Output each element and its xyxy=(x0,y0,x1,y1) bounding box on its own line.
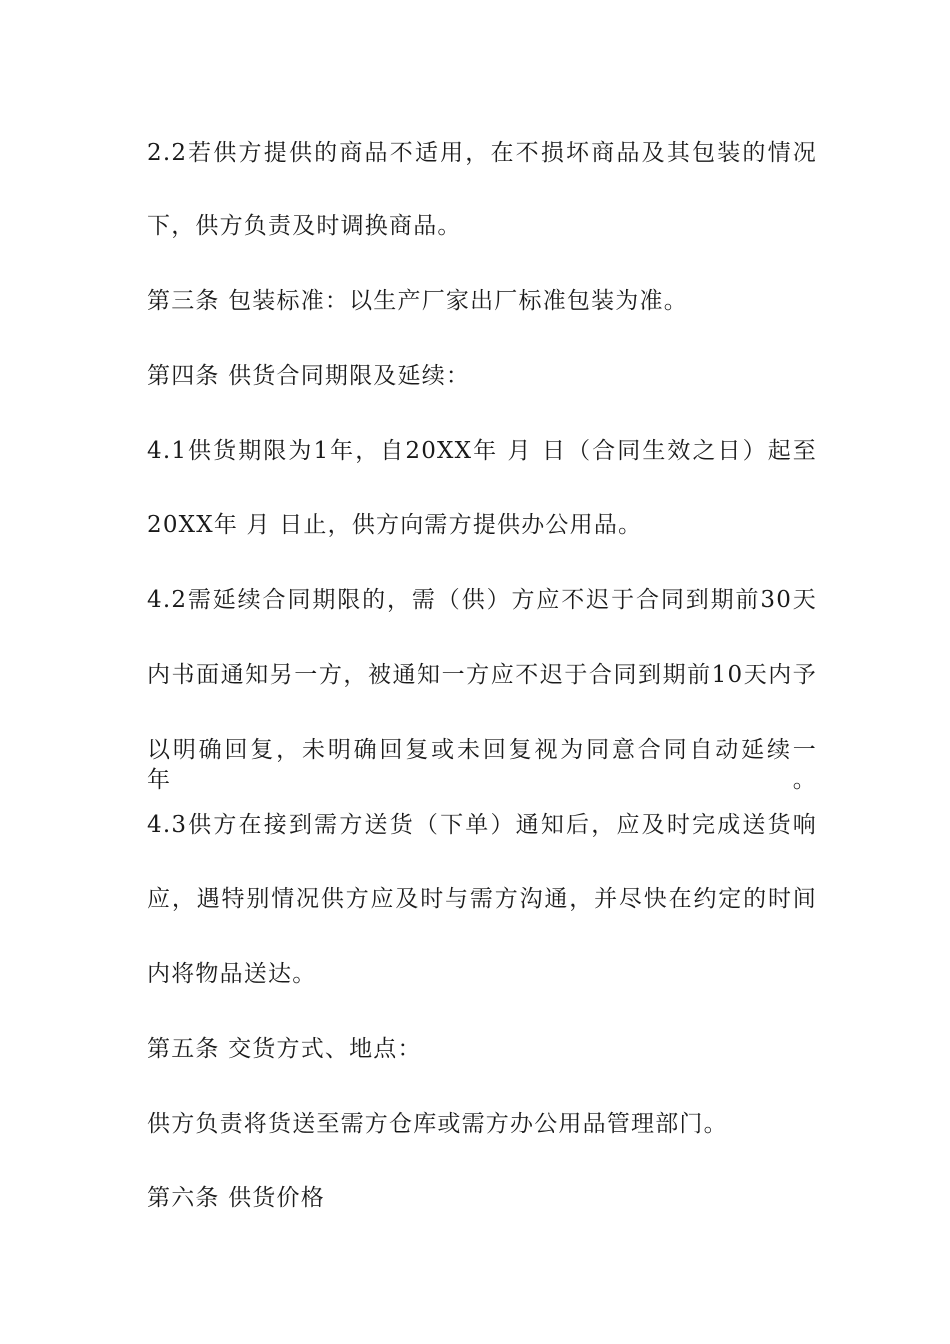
text-line-5: 4.1供货期限为1年，自20XX年 月 日（合同生效之日）起至 xyxy=(147,438,817,464)
text-line-12: 内将物品送达。 xyxy=(147,961,317,987)
text-line-8: 内书面通知另一方，被通知一方应不迟于合同到期前10天内予 xyxy=(147,662,817,688)
section-heading-5: 第五条 交货方式、地点： xyxy=(147,1036,422,1062)
section-heading-6: 第六条 供货价格 xyxy=(147,1185,325,1211)
text-line-7: 4.2需延续合同期限的，需（供）方应不迟于合同到期前30天 xyxy=(147,587,817,613)
text-line-6: 20XX年 月 日止，供方向需方提供办公用品。 xyxy=(147,512,643,538)
text-line-10: 4.3供方在接到需方送货（下单）通知后，应及时完成送货响 xyxy=(147,812,817,838)
text-line-11: 应，遇特别情况供方应及时与需方沟通，并尽快在约定的时间 xyxy=(147,886,817,912)
text-line-14: 供方负责将货送至需方仓库或需方办公用品管理部门。 xyxy=(147,1111,728,1137)
text-line-9: 以明确回复，未明确回复或未回复视为同意合同自动延续一年。 xyxy=(147,737,817,793)
section-heading-4: 第四条 供货合同期限及延续： xyxy=(147,363,471,389)
text-line-2: 下，供方负责及时调换商品。 xyxy=(147,213,462,239)
section-heading-3: 第三条 包装标准：以生产厂家出厂标准包装为准。 xyxy=(147,288,688,314)
text-line-1: 2.2若供方提供的商品不适用，在不损坏商品及其包装的情况 xyxy=(147,140,817,166)
